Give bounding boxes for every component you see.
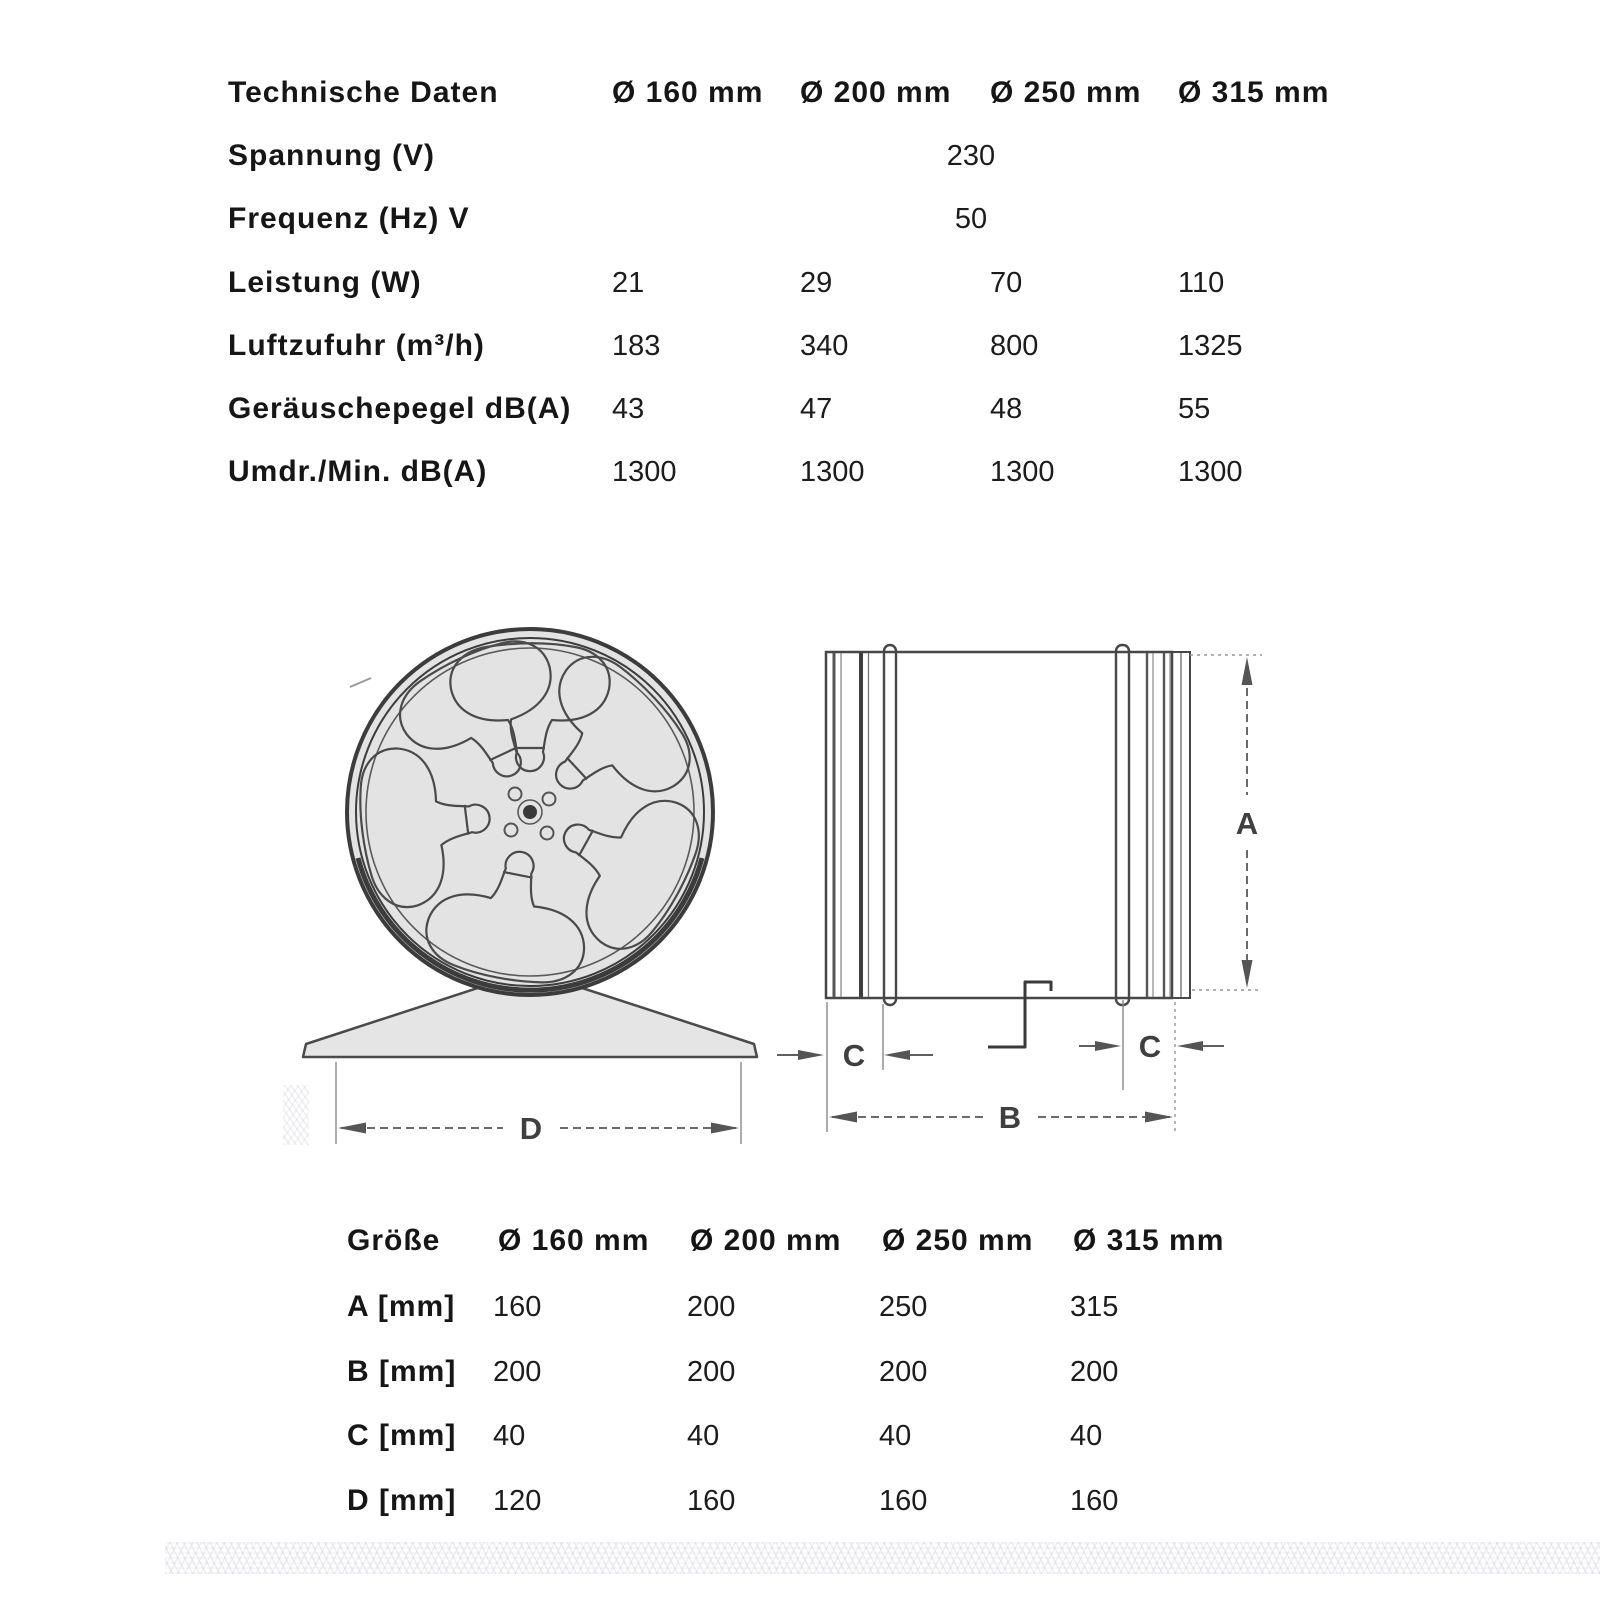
duct-side-view xyxy=(777,645,1262,1135)
dimension-c-right xyxy=(1079,1000,1224,1090)
rolled-bead-left xyxy=(884,645,896,1005)
row-value: 250 xyxy=(879,1291,928,1323)
row-label: Geräuschepegel dB(A) xyxy=(228,392,572,425)
row-value: 40 xyxy=(687,1420,720,1452)
row-value: 160 xyxy=(879,1485,928,1517)
column-header: Ø 160 mm xyxy=(612,76,764,109)
dimension-label-a: A xyxy=(1235,806,1259,841)
row-label: D [mm] xyxy=(347,1484,457,1517)
rolled-bead-right xyxy=(1116,645,1129,1005)
column-header: Ø 315 mm xyxy=(1073,1224,1225,1257)
row-value: 47 xyxy=(800,393,833,425)
row-value: 800 xyxy=(990,330,1039,362)
dimension-d xyxy=(336,1062,741,1146)
row-value: 1300 xyxy=(800,456,865,488)
row-value-spanning: 230 xyxy=(946,140,996,172)
row-label: C [mm] xyxy=(347,1419,457,1452)
column-header: Ø 200 mm xyxy=(690,1224,842,1257)
row-value: 55 xyxy=(1178,393,1211,425)
row-label: Luftzufuhr (m³/h) xyxy=(228,329,485,362)
row-value: 200 xyxy=(687,1291,736,1323)
row-value: 110 xyxy=(1178,267,1225,299)
row-value: 48 xyxy=(990,393,1023,425)
row-value: 1325 xyxy=(1178,330,1243,362)
fan-front-view xyxy=(303,625,757,1146)
row-value: 29 xyxy=(800,267,833,299)
table-title: Technische Daten xyxy=(228,76,499,109)
row-value: 120 xyxy=(493,1485,542,1517)
scan-artifact xyxy=(350,678,371,687)
row-value: 200 xyxy=(687,1356,736,1388)
column-header: Ø 315 mm xyxy=(1178,76,1330,109)
table-title: Größe xyxy=(347,1224,441,1257)
column-header: Ø 160 mm xyxy=(498,1224,650,1257)
mounting-bracket xyxy=(988,982,1051,1047)
row-value: 40 xyxy=(1070,1420,1103,1452)
column-header: Ø 250 mm xyxy=(990,76,1142,109)
row-value: 160 xyxy=(493,1291,542,1323)
row-value: 40 xyxy=(879,1420,912,1452)
row-value: 1300 xyxy=(1178,456,1243,488)
column-header: Ø 250 mm xyxy=(882,1224,1034,1257)
row-value: 200 xyxy=(879,1356,928,1388)
dimension-label-d: D xyxy=(519,1111,543,1146)
row-label: Frequenz (Hz) V xyxy=(228,202,470,235)
row-label: Spannung (V) xyxy=(228,139,435,172)
row-value: 43 xyxy=(612,393,645,425)
row-value: 200 xyxy=(493,1356,542,1388)
row-value: 1300 xyxy=(612,456,677,488)
row-label: A [mm] xyxy=(347,1290,456,1323)
dimension-c-left xyxy=(777,1004,933,1073)
row-value-spanning: 50 xyxy=(954,203,988,235)
row-value: 160 xyxy=(687,1485,736,1517)
scan-smudge xyxy=(283,1085,309,1145)
row-value: 40 xyxy=(493,1420,526,1452)
dimension-label-b: B xyxy=(998,1100,1022,1135)
row-value: 340 xyxy=(800,330,849,362)
dimension-label-c-right: C xyxy=(1138,1029,1162,1064)
row-value: 160 xyxy=(1070,1485,1119,1517)
scan-texture-band xyxy=(165,1542,1600,1574)
row-value: 183 xyxy=(612,330,661,362)
dimension-a xyxy=(1190,655,1262,990)
row-value: 200 xyxy=(1070,1356,1119,1388)
row-value: 70 xyxy=(990,267,1023,299)
row-label: B [mm] xyxy=(347,1355,457,1388)
row-label: Umdr./Min. dB(A) xyxy=(228,455,488,488)
fan-hub xyxy=(523,805,537,819)
dimension-label-c-left: C xyxy=(842,1038,866,1073)
row-label: Leistung (W) xyxy=(228,266,422,299)
row-value: 1300 xyxy=(990,456,1055,488)
row-value: 21 xyxy=(612,267,645,299)
column-header: Ø 200 mm xyxy=(800,76,952,109)
row-value: 315 xyxy=(1070,1291,1119,1323)
